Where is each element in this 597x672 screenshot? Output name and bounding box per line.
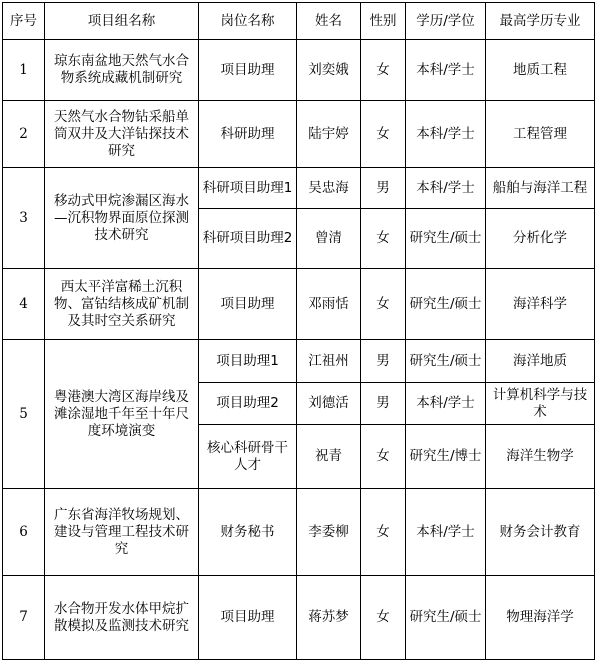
person-name-cell: 刘德活 [297,383,361,425]
position-cell: 财务秘书 [199,489,297,576]
position-cell: 科研项目助理1 [199,168,297,209]
gender-cell: 男 [361,340,406,383]
position-cell: 项目助理2 [199,383,297,425]
table-row [3,269,595,340]
staff-roster-table [2,2,595,660]
major-cell: 计算机科学与技术 [486,383,595,425]
table-row [3,340,595,383]
table-row [3,101,595,168]
major-cell: 海洋地质 [486,340,595,383]
person-name-cell: 江祖州 [297,340,361,383]
header-project-name: 项目组名称 [45,3,199,40]
gender-cell: 女 [361,425,406,489]
project-serial: 2 [3,101,45,168]
position-cell: 项目助理 [199,576,297,660]
degree-cell: 研究生/硕士 [406,209,486,269]
table-header [3,3,595,40]
major-cell: 海洋科学 [486,269,595,340]
major-cell: 财务会计教育 [486,489,595,576]
project-serial: 4 [3,269,45,340]
header-major: 最高学历专业 [486,3,595,40]
degree-cell: 研究生/博士 [406,425,486,489]
major-cell: 工程管理 [486,101,595,168]
major-cell: 分析化学 [486,209,595,269]
project-name: 移动式甲烷渗漏区海水—沉积物界面原位探测技术研究 [45,168,199,269]
person-name-cell: 曾清 [297,209,361,269]
major-cell: 物理海洋学 [486,576,595,660]
degree-cell: 本科/学士 [406,168,486,209]
project-serial: 3 [3,168,45,269]
degree-cell: 研究生/硕士 [406,576,486,660]
person-name-cell: 吴忠海 [297,168,361,209]
degree-cell: 本科/学士 [406,489,486,576]
position-cell: 核心科研骨干人才 [199,425,297,489]
project-serial: 6 [3,489,45,576]
table-row [3,489,595,576]
header-name: 姓名 [297,3,361,40]
gender-cell: 女 [361,209,406,269]
header-gender: 性别 [361,3,406,40]
table-row [3,40,595,101]
position-cell: 项目助理1 [199,340,297,383]
gender-cell: 男 [361,383,406,425]
header-position: 岗位名称 [199,3,297,40]
project-name: 粤港澳大湾区海岸线及滩涂湿地千年至十年尺度环境演变 [45,340,199,489]
table-row [3,576,595,660]
position-cell: 科研项目助理2 [199,209,297,269]
major-cell: 船舶与海洋工程 [486,168,595,209]
project-serial: 5 [3,340,45,489]
major-cell: 海洋生物学 [486,425,595,489]
degree-cell: 本科/学士 [406,40,486,101]
position-cell: 科研助理 [199,101,297,168]
gender-cell: 女 [361,576,406,660]
degree-cell: 本科/学士 [406,101,486,168]
person-name-cell: 邓雨恬 [297,269,361,340]
project-serial: 7 [3,576,45,660]
project-serial: 1 [3,40,45,101]
gender-cell: 女 [361,101,406,168]
project-name: 琼东南盆地天然气水合物系统成藏机制研究 [45,40,199,101]
table-row [3,168,595,209]
degree-cell: 研究生/硕士 [406,340,486,383]
header-row [3,3,595,40]
gender-cell: 女 [361,40,406,101]
project-name: 天然气水合物钻采船单筒双井及大洋钻探技术研究 [45,101,199,168]
degree-cell: 本科/学士 [406,383,486,425]
header-degree: 学历/学位 [406,3,486,40]
person-name-cell: 刘奕娥 [297,40,361,101]
degree-cell: 研究生/硕士 [406,269,486,340]
gender-cell: 女 [361,489,406,576]
person-name-cell: 蒋苏梦 [297,576,361,660]
person-name-cell: 祝青 [297,425,361,489]
position-cell: 项目助理 [199,40,297,101]
project-name: 广东省海洋牧场规划、建设与管理工程技术研究 [45,489,199,576]
project-name: 西太平洋富稀土沉积物、富钴结核成矿机制及其时空关系研究 [45,269,199,340]
person-name-cell: 陆宇婷 [297,101,361,168]
project-name: 水合物开发水体甲烷扩散模拟及监测技术研究 [45,576,199,660]
major-cell: 地质工程 [486,40,595,101]
position-cell: 项目助理 [199,269,297,340]
person-name-cell: 李委柳 [297,489,361,576]
gender-cell: 男 [361,168,406,209]
header-serial: 序号 [3,3,45,40]
table-body [3,40,595,660]
gender-cell: 女 [361,269,406,340]
